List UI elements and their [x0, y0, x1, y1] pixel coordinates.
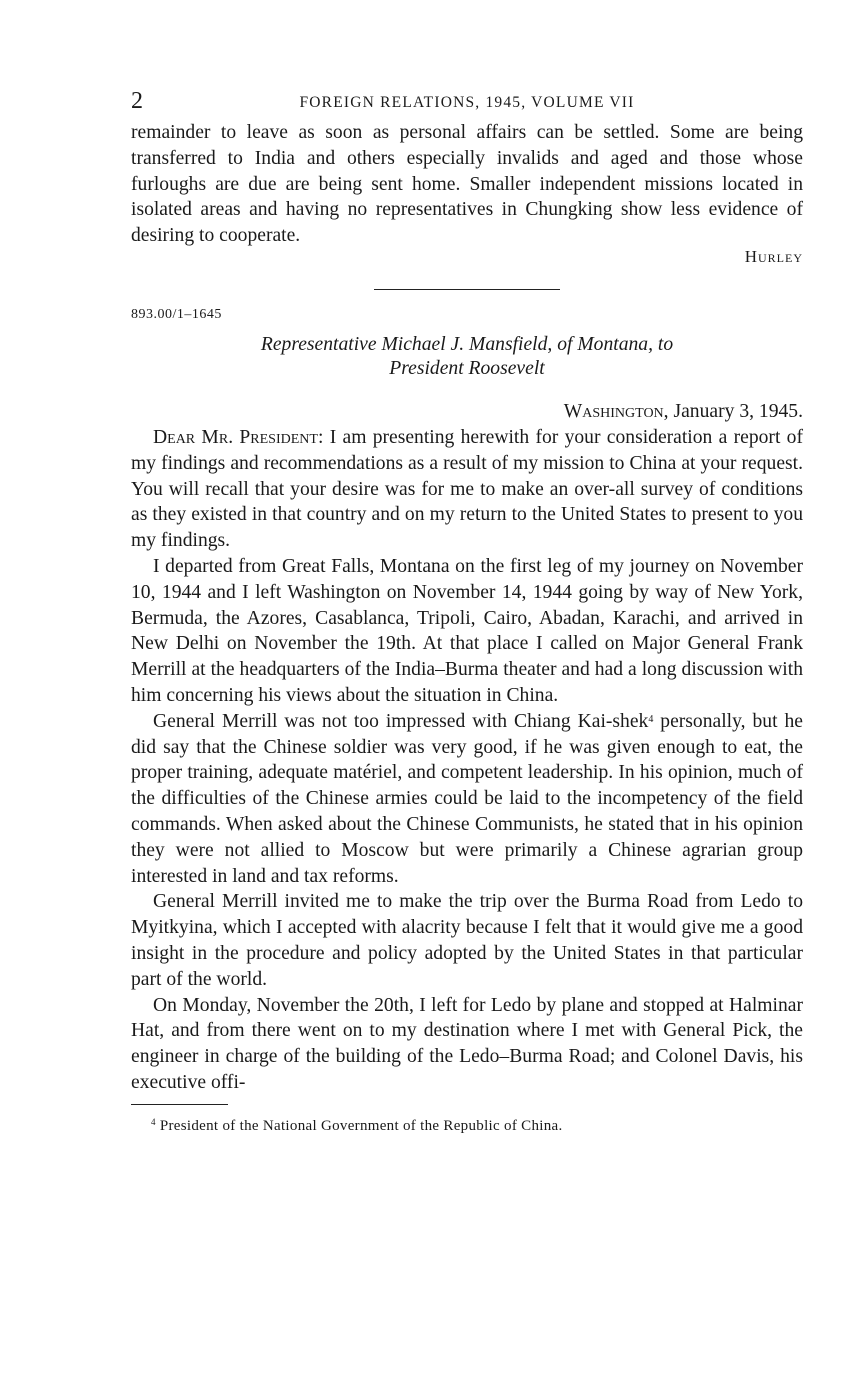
dateline-place: Washington,: [563, 400, 669, 422]
body-paragraph-2: I departed from Great Falls, Montana on the first leg of my journey on November 10, 1944 and I left Washington on November 14, 1944 going by way of New York, Bermuda, the Azores, Casablanca, Tripoli, Cairo, Abadan, Karachi, and arrived in New Delhi on November the 19th. At that place I called on Major General Frank Merrill at the headquarters of the India–Burma theater and had a long discussion with him concerning his views about the situation in China.: [131, 555, 803, 706]
section-divider: [374, 289, 560, 290]
body-paragraph-3: [131, 709, 803, 890]
paragraph-1-text: I am presenting herewith for your consideration a report of my findings and recommendations as a result of my mission to China at your request. You will recall that your desire was for me to make an over-all survey of conditions as they existed in that country and on my return to the United States to present to you my findings.: [131, 426, 804, 552]
salutation: Dear Mr. President:: [153, 426, 324, 448]
body-paragraph-4: General Merrill invited me to make the trip over the Burma Road from Ledo to Myitkyina, which I accepted with alacrity because I felt that it would give me a good insight in the procedure and policy adopted by the United States in that particular part of the world.: [131, 891, 803, 990]
dateline: [131, 399, 803, 425]
document-title: [131, 333, 803, 381]
paragraph-3-text-start: General Merrill was not too impressed with Chiang Kai-shek: [153, 710, 649, 732]
page-number: 2: [131, 88, 143, 114]
footnote: [131, 1118, 803, 1135]
footnote-marker: 4: [151, 1116, 156, 1127]
document-title-line-2: President Roosevelt: [389, 357, 545, 379]
signature: Hurley: [744, 246, 803, 266]
document-reference: 893.00/1–1645: [131, 306, 222, 322]
dateline-date: January 3, 1945.: [673, 400, 803, 422]
running-title: FOREIGN RELATIONS, 1945, VOLUME VII: [299, 94, 635, 111]
footnote-divider: [131, 1104, 228, 1105]
running-header: [131, 88, 803, 118]
body-paragraph-1: [131, 425, 803, 554]
footnote-text: President of the National Government of the Republic of China.: [159, 1117, 563, 1134]
paragraph-3-text-end: personally, but he did say that the Chinese soldier was very good, if he was given enough to eat, the proper training, adequate matériel, and competent leadership. In his opinion, much of the difficulties of the Chinese armies could be laid to the incompetency of the field commands. When asked about the Chinese Communists, he stated that in his opinion they were not allied to Moscow but were primarily a Chinese agrarian group interested in land and tax reforms.: [131, 710, 803, 887]
footnote-reference: 4: [648, 713, 654, 725]
body-paragraph-5: On Monday, November the 20th, I left for Ledo by plane and stopped at Halminar Hat, and from there went on to my destination where I met with General Pick, the engineer in charge of the building of the Ledo–Burma Road; and Colonel Davis, his executive offi-: [131, 994, 803, 1093]
previous-document-closing-paragraph: remainder to leave as soon as personal affairs can be settled. Some are being transferred to India and others especially invalids and aged and those whose furloughs are due are being sent home. Smaller independent missions located in isolated areas and having no representatives in Chungking show less evidence of desiring to cooperate.: [131, 122, 803, 247]
document-title-line-1: Representative Michael J. Mansfield, of Montana, to: [260, 333, 674, 355]
page: [131, 88, 803, 1135]
